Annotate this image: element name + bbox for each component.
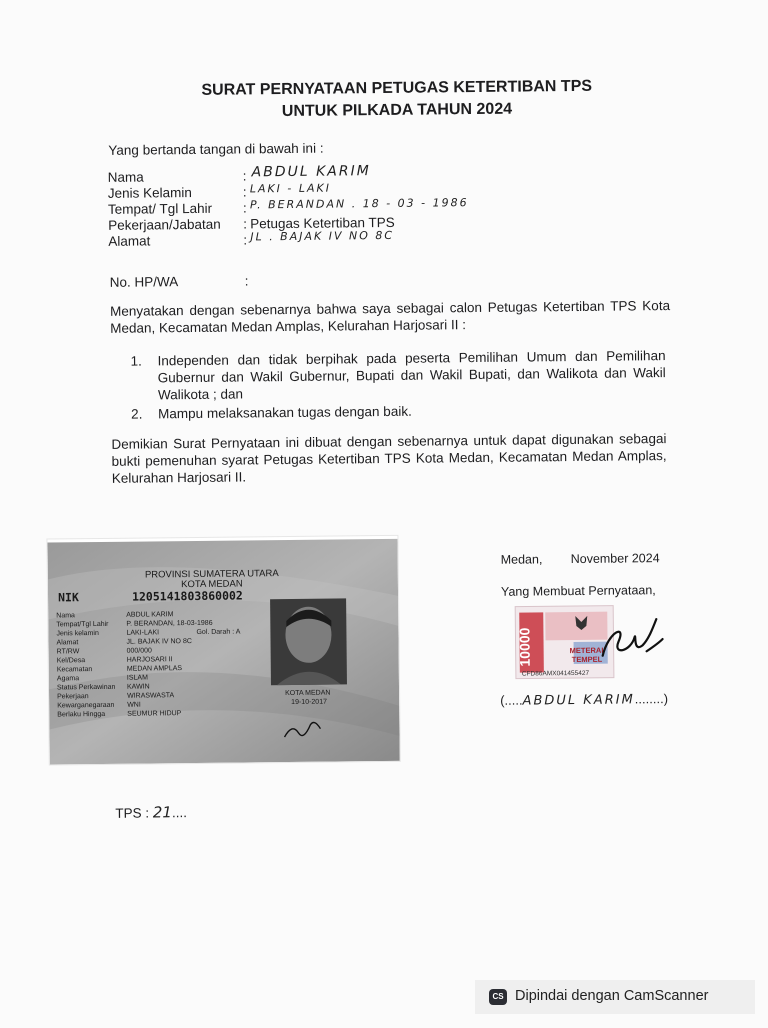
field-colon: : [243,168,247,183]
field-label: Alamat [108,233,150,248]
card-row-value: KAWIN [127,682,150,691]
card-row-value: LAKI-LAKI [126,628,159,637]
signer-label: Yang Membuat Pernyataan, [501,583,656,599]
date: November 2024 [571,551,660,566]
field-value: P. BERANDAN . 18 - 03 - 1986 [250,196,469,211]
card-row-label: Nama [56,611,75,620]
field-value: ABDUL KARIM [252,163,371,180]
intro-text: Yang bertanda tangan di bawah ini : [108,141,323,158]
card-row-value: ABDUL KARIM [126,610,173,619]
camscanner-badge [475,980,755,1014]
field-colon: : [245,273,249,288]
statement-paragraph: Menyatakan dengan sebenarnya bahwa saya sebagai calon Petugas Ketertiban TPS Kota Medan, Kecamatan Medan Amplas, Kelurahan Harjosari II : [110,297,670,337]
field-label: No. HP/WA [110,274,179,290]
card-issue-date: 19-10-2017 [291,698,327,707]
place: Medan, [501,552,543,566]
card-row-value: WNI [127,701,141,710]
card-row-label: Kewarganegaraan [57,701,114,711]
stamp-label: METERAI [570,646,604,655]
card-row-label: Tempat/Tgl Lahir [56,620,108,630]
field-label: Tempat/ Tgl Lahir [108,201,212,217]
card-issue-city: KOTA MEDAN [285,689,330,698]
field-label: Pekerjaan/Jabatan [108,217,221,233]
list-number: 1. [130,353,141,370]
card-row-value: JL. BAJAK IV NO 8C [126,637,191,647]
identity-fields [108,170,109,250]
card-row-label: Kel/Desa [57,656,85,665]
card-row-label: Alamat [56,638,78,647]
field-colon: : [243,200,247,215]
card-row-value: WIRASWASTA [127,691,174,700]
card-row-label: Jenis kelamin [56,629,99,638]
card-row-value: HARJOSARI II [127,655,173,664]
card-row-label: Berlaku Hingga [57,710,105,720]
signer-close: ........) [635,691,668,706]
list-item [131,400,666,423]
closing-paragraph: Demikian Surat Pernyataan ini dibuat dengan sebenarnya untuk dapat digunakan sebagai bukti pemenuhan syarat Petugas Ketertiban TPS Kota Medan, Kecamatan Medan Amplas, Kelurahan Harjosari II. [111,430,667,487]
tps-value: 21 [153,803,172,821]
card-row-label: Kecamatan [57,665,93,674]
card-blood-type: Gol. Darah : A [196,628,240,637]
list-item [130,347,666,404]
card-row-label: Agama [57,674,79,683]
field-colon: : [243,232,247,247]
signer-name-line [500,691,668,709]
field-value: JL . BAJAK IV NO 8C [250,229,394,244]
list-number: 2. [131,406,142,423]
tps-dots: .... [172,805,187,820]
card-nik: 1205141803860002 [132,591,243,601]
field-phone [110,274,179,290]
card-row-value: SEUMUR HIDUP [127,709,181,719]
card-row-value: ISLAM [127,673,148,682]
field-colon: : [243,184,247,199]
signer-open: (..... [500,693,523,708]
card-row-label: Status Perkawinan [57,683,115,693]
stamp-label: TEMPEL [572,655,603,664]
handwritten-signature [596,611,667,672]
document-title-line-2: UNTUK PILKADA TAHUN 2024 [117,97,677,125]
statement-list [130,347,666,425]
card-row-value: MEDAN AMPLAS [127,664,182,674]
card-nik-label: NIK [58,593,79,602]
id-card-photocopy [47,536,399,765]
card-city: KOTA MEDAN [122,579,302,591]
field-value: LAKI - LAKI [250,182,331,196]
tps-number [115,803,187,822]
tps-label: TPS : [115,805,149,820]
card-province: PROVINSI SUMATERA UTARA [122,569,302,581]
field-label: Jenis Kelamin [108,185,192,201]
place-date [501,552,543,566]
field-label: Nama [108,170,144,185]
list-text: Mampu melaksanakan tugas dengan baik. [158,404,412,422]
stamp-serial: CFD86AMX041455427 [522,670,589,678]
list-text: Independen dan tidak berpihak pada peserta Pemilihan Umum dan Pemilihan Gubernur dan Wakil Gubernur, Bupati dan Wakil Bupati, dan Walikota dan Wakil Walikota ; dan [157,348,665,402]
card-row-value: 000/000 [127,646,152,655]
card-row-label: RT/RW [57,647,80,656]
field-colon: : [243,216,247,231]
card-row-label: Pekerjaan [57,692,89,701]
card-row-value: P. BERANDAN, 18-03-1986 [126,619,212,629]
signer-name: ABDUL KARIM [522,692,634,708]
field-value: Petugas Ketertiban TPS [250,215,395,232]
camscanner-logo-icon: CS [489,989,507,1005]
stamp-amount: 10000 [516,628,532,667]
camscanner-label: Dipindai dengan CamScanner [515,988,708,1004]
document-title-line-1: SURAT PERNYATAAN PETUGAS KETERTIBAN TPS [117,75,677,103]
